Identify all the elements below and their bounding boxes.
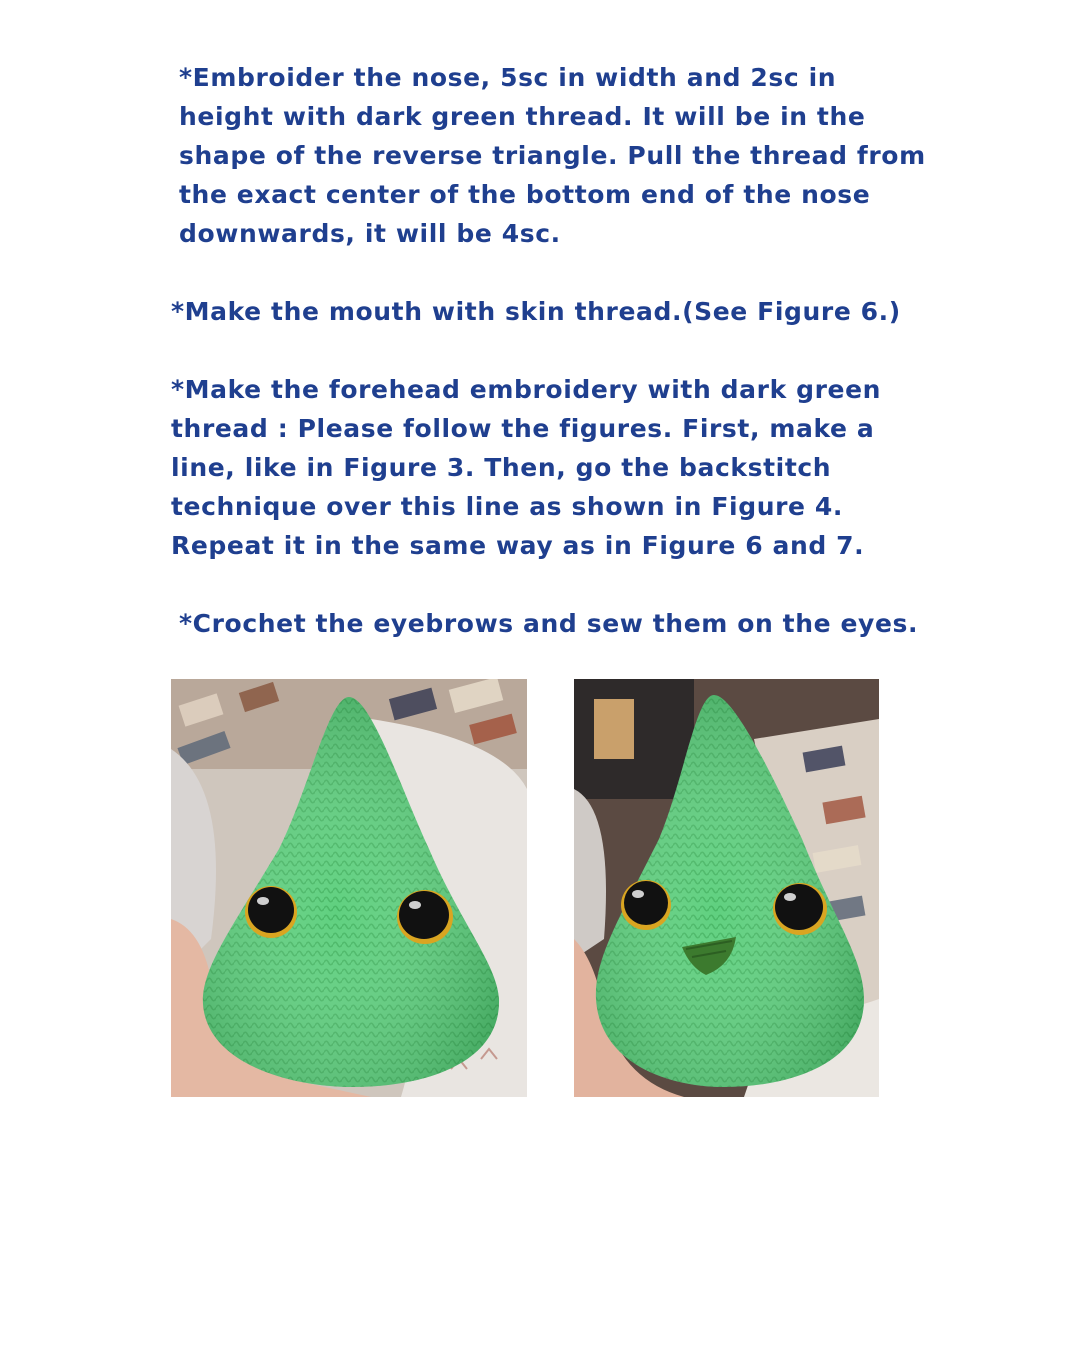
instruction-forehead: *Make the forehead embroidery with dark green thread : Please follow the figures. First, make a line, like in Figure 3. Then, go the backstitch technique over this line as shown in Figure 4. Repeat it in the same way as in Figure 6 and 7.: [171, 375, 882, 560]
instruction-mouth: *Make the mouth with skin thread.(See Figure 6.): [171, 297, 901, 326]
instruction-nose: *Embroider the nose, 5sc in width and 2sc in height with dark green thread. It will be in the shape of the reverse triangle. Pull the thread from the exact center of the bottom end of the nose downwards, it will be 4sc.: [179, 63, 926, 248]
photo-head-with-nose: [574, 679, 879, 1097]
photo-left-illustration: [171, 679, 527, 1097]
photo-right-illustration: [574, 679, 879, 1097]
instructions-text: [171, 58, 931, 682]
photo-head-with-eyes: [171, 679, 527, 1097]
instruction-eyebrows: *Crochet the eyebrows and sew them on the eyes.: [179, 609, 919, 638]
